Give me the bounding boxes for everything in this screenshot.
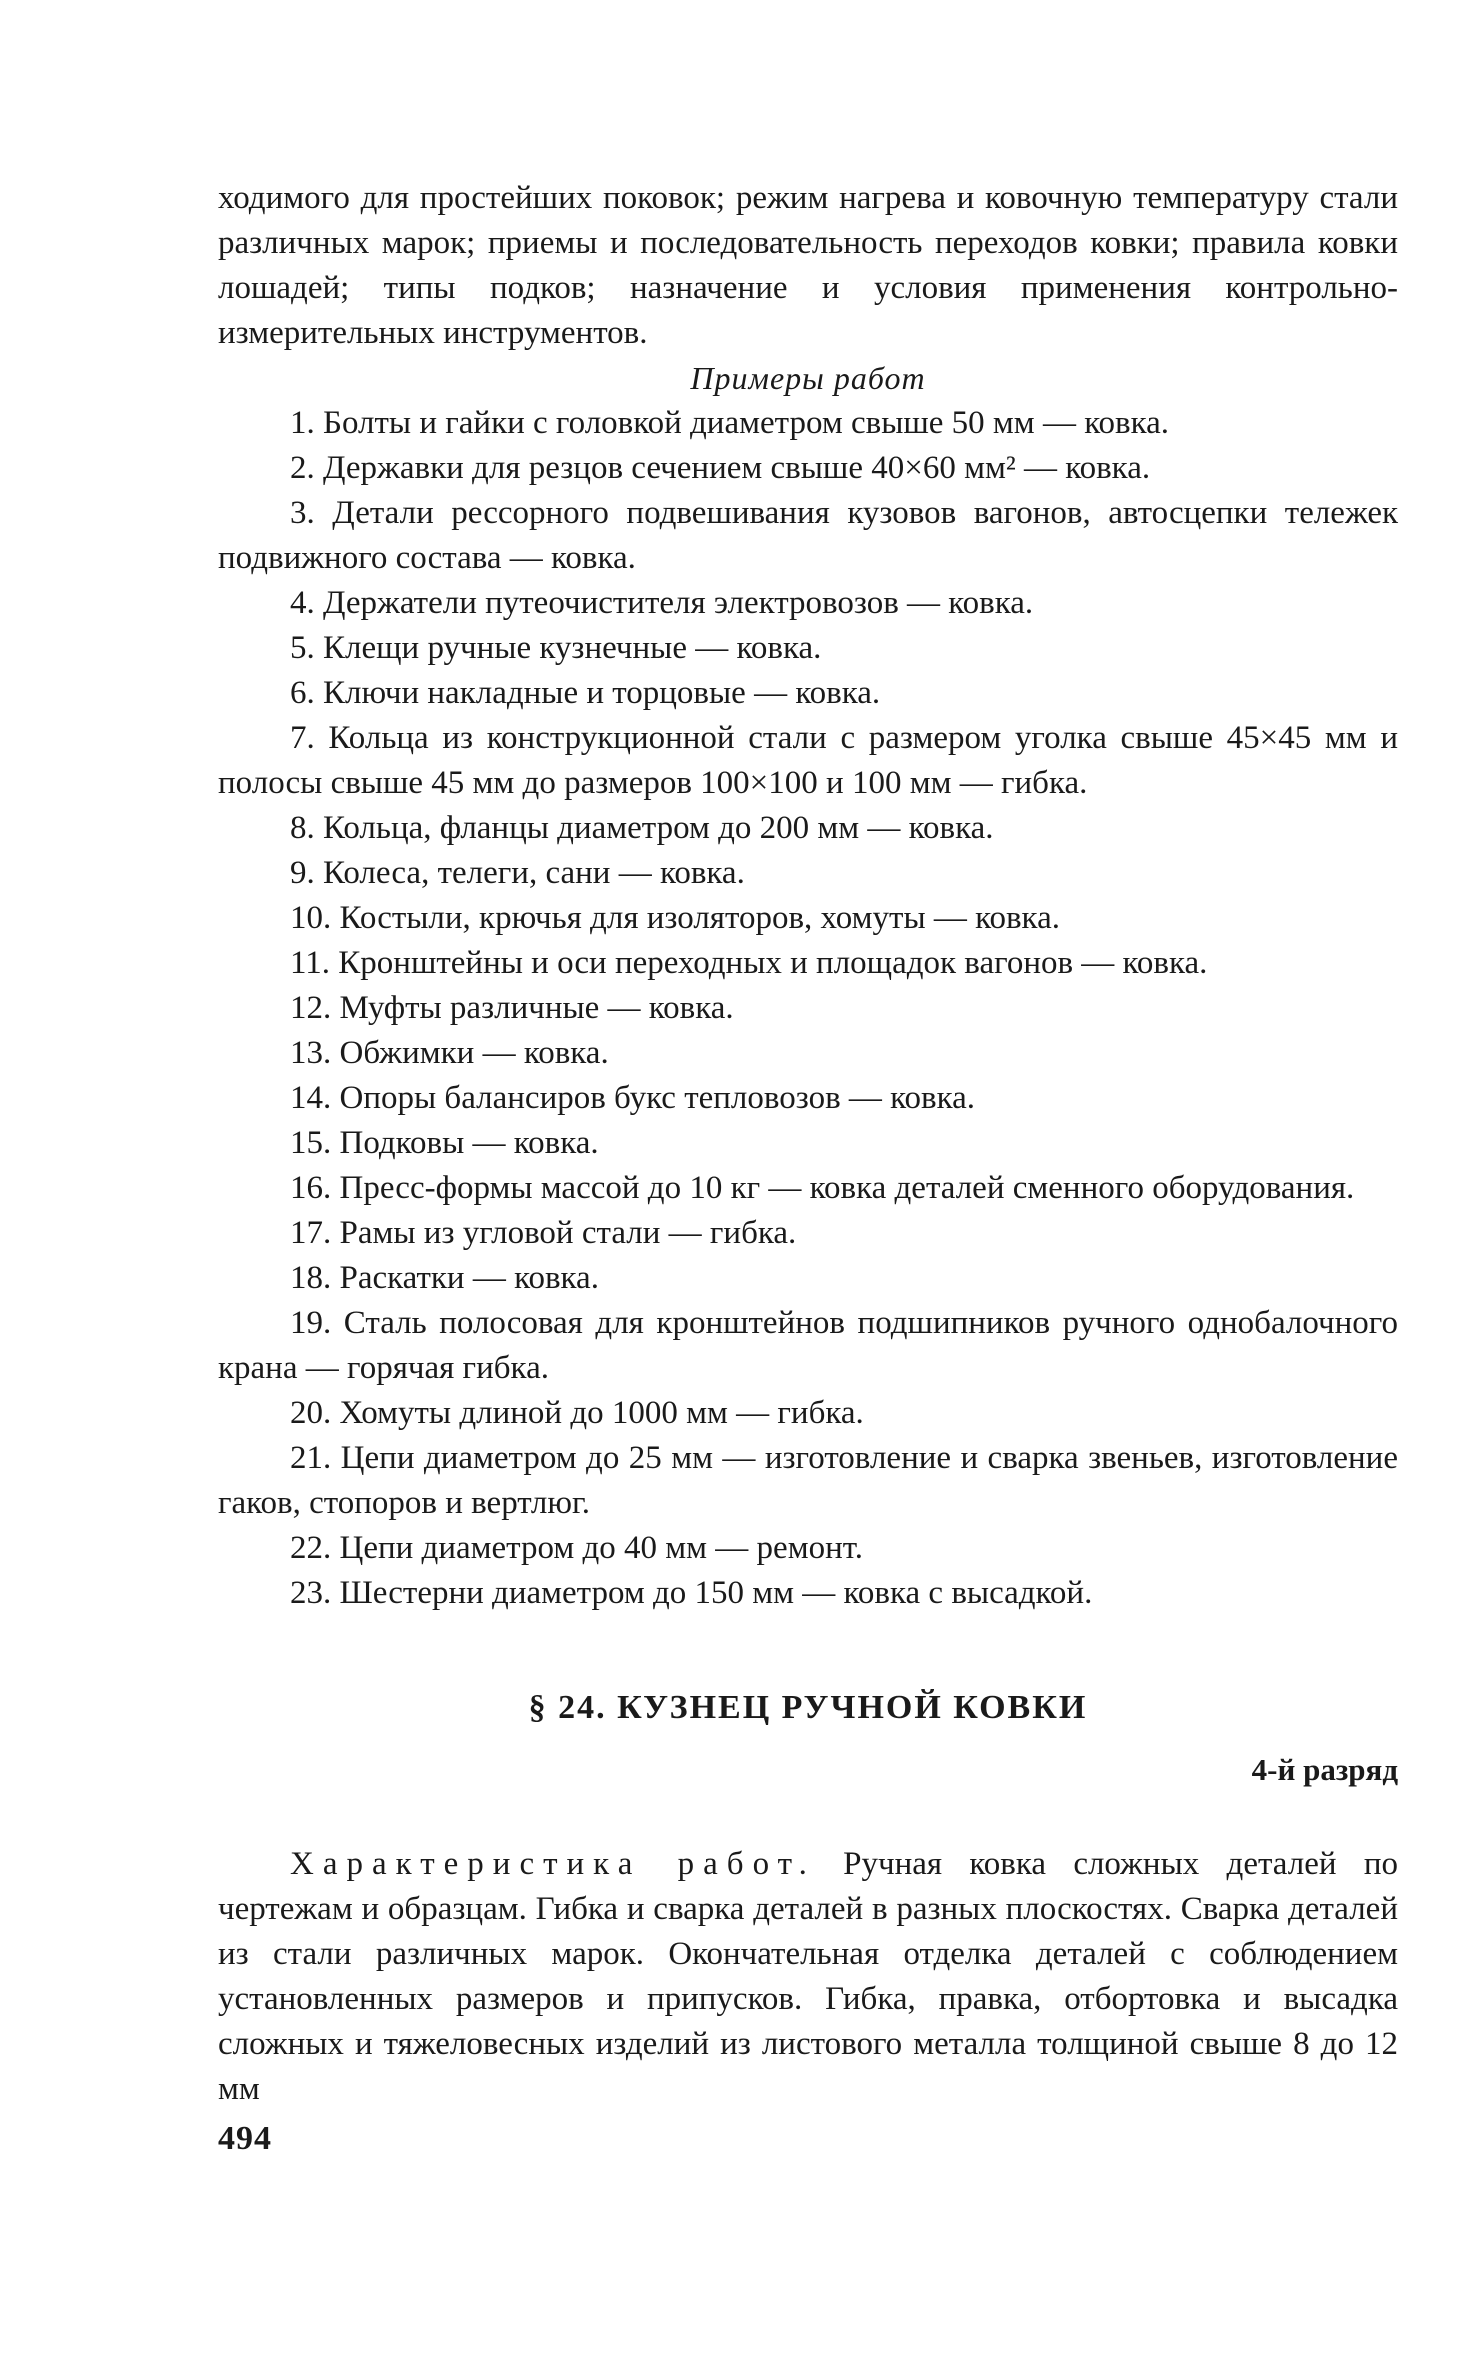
example-item: 10. Костыли, крючья для изоляторов, хомуты — ковка. (290, 900, 1060, 936)
example-item: 17. Рамы из угловой стали — гибка. (290, 1215, 797, 1251)
example-item: 23. Шестерни диаметром до 150 мм — ковка с высадкой. (290, 1575, 1093, 1611)
example-item: 7. Кольца из конструкционной стали с размером уголка свыше 45×45 мм и полосы свыше 45 мм до размеров 100×100 и 100 мм — гибка. (218, 720, 1398, 801)
example-item: 4. Держатели путеочистителя электровозов — ковка. (290, 585, 1034, 621)
examples-list (218, 401, 1398, 1616)
grade-label: 4-й разряд (1251, 1752, 1398, 1787)
page-body (218, 176, 1398, 2112)
intro-paragraph: ходимого для простейших поковок; режим нагрева и ковочную температуру стали различных марок; приемы и последовательность переходов ковки; правила ковки лошадей; типы подков; назначение и условия применения контрольно-измерительных инструментов. (218, 180, 1398, 351)
example-item: 13. Обжимки — ковка. (290, 1035, 609, 1071)
example-item: 20. Хомуты длиной до 1000 мм — гибка. (290, 1395, 864, 1431)
example-item: 16. Пресс-формы массой до 10 кг — ковка деталей сменного оборудования. (290, 1170, 1355, 1206)
example-item: 1. Болты и гайки с головкой диаметром свыше 50 мм — ковка. (290, 405, 1170, 441)
section-title: § 24. КУЗНЕЦ РУЧНОЙ КОВКИ (528, 1689, 1088, 1726)
example-item: 2. Державки для резцов сечением свыше 40×60 мм² — ковка. (290, 450, 1151, 486)
example-item: 11. Кронштейны и оси переходных и площадок вагонов — ковка. (290, 945, 1208, 981)
example-item: 15. Подковы — ковка. (290, 1125, 599, 1161)
example-item: 22. Цепи диаметром до 40 мм — ремонт. (290, 1530, 863, 1566)
example-item: 8. Кольца, фланцы диаметром до 200 мм — ковка. (290, 810, 994, 846)
example-item: 9. Колеса, телеги, сани — ковка. (290, 855, 745, 891)
example-item: 3. Детали рессорного подвешивания кузовов вагонов, автосцепки тележек подвижного состава — ковка. (218, 495, 1398, 576)
examples-heading: Примеры работ (690, 360, 926, 396)
work-description (218, 1842, 1398, 2112)
example-item: 18. Раскатки — ковка. (290, 1260, 599, 1296)
example-item: 14. Опоры балансиров букс тепловозов — ковка. (290, 1080, 976, 1116)
work-description-text: Ручная ковка сложных деталей по чертежам и образцам. Гибка и сварка деталей в разных плоскостях. Сварка деталей из стали различных марок. Окончательная отделка деталей с соблюдением установленных размеров и припусков. Гибка, правка, отбортовка и высадка сложных и тяжеловесных изделий из листового металла толщиной свыше 8 до 12 мм (218, 1846, 1398, 2107)
example-item: 21. Цепи диаметром до 25 мм — изготовление и сварка звеньев, изготовление гаков, стопоров и вертлюг. (218, 1440, 1398, 1521)
example-item: 19. Сталь полосовая для кронштейнов подшипников ручного однобалочного крана — горячая гибка. (218, 1305, 1398, 1386)
example-item: 6. Ключи накладные и торцовые — ковка. (290, 675, 881, 711)
page-number: 494 (218, 2120, 272, 2157)
example-item: 5. Клещи ручные кузнечные — ковка. (290, 630, 822, 666)
example-item: 12. Муфты различные — ковка. (290, 990, 734, 1026)
work-description-label: Характеристика работ. (290, 1846, 816, 1882)
